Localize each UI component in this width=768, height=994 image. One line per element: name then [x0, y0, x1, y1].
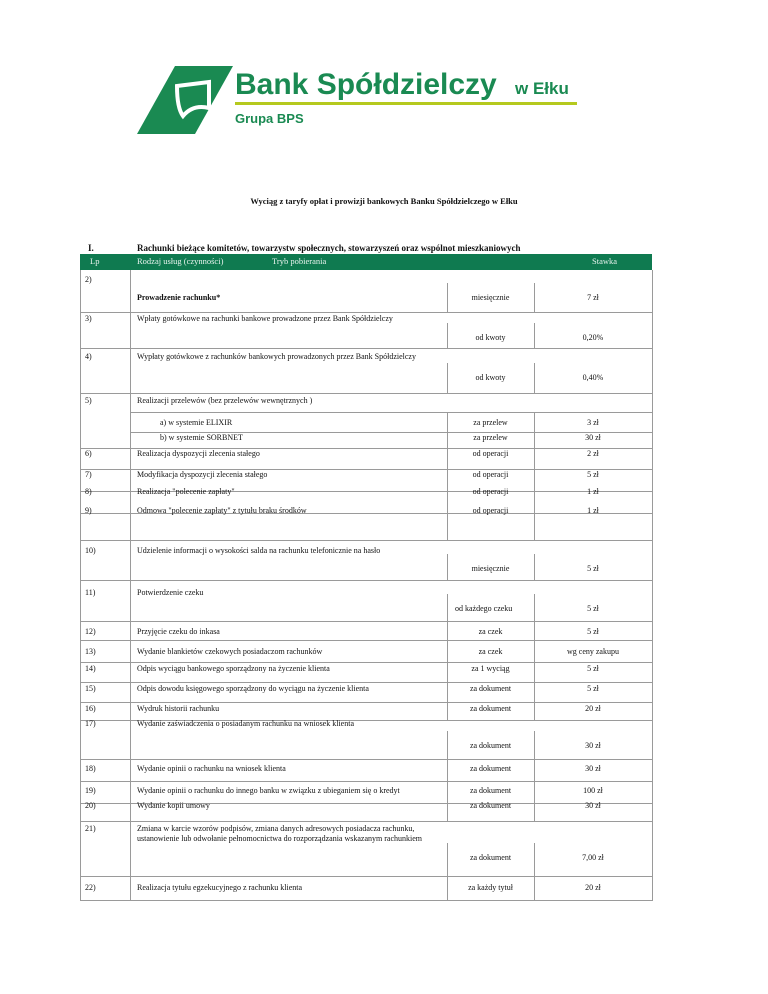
row-service: a) w systemie ELIXIR [160, 418, 233, 427]
row-mode: od każdego czeku [455, 604, 513, 613]
logo-group: Grupa BPS [235, 111, 304, 126]
row-rate: 5 zł [587, 627, 599, 636]
row-rate: 20 zł [585, 704, 601, 713]
row-service: Odpis dowodu księgowego sporządzony do wyciągu na życzenie klienta [137, 684, 369, 693]
row-service: Zmiana w karcie wzorów podpisów, zmiana danych adresowych posiadacza rachunku, ustanowienie lub odwołanie pełnomocnictwa do rozporządzania wskazanym rachunkiem [137, 824, 423, 843]
row-divider [80, 876, 652, 877]
row-rate: 100 zł [583, 786, 603, 795]
document-title: Wyciąg z taryfy opłat i prowizji bankowych Banku Spółdzielczego w Ełku [250, 196, 518, 206]
row-service: Odmowa "polecenie zapłaty" z tytułu braku środków [137, 506, 307, 515]
row-mode: miesięcznie [471, 564, 510, 573]
header-service: Rodzaj usług (czynności) [137, 256, 224, 266]
row-divider [80, 312, 652, 313]
row-rate: 5 zł [587, 470, 599, 479]
header-mode: Tryb pobierania [272, 256, 327, 266]
row-divider [80, 900, 653, 901]
row-rate: 5 zł [587, 564, 599, 573]
row-mode: za dokument [469, 786, 512, 795]
row-service: Wydanie opinii o rachunku do innego banku w związku z ubieganiem się o kredyt [137, 786, 400, 795]
row-divider [80, 540, 652, 541]
row-mode: od operacji [472, 487, 509, 496]
row-lp: 11) [85, 588, 96, 597]
row-lp: 13) [85, 647, 96, 656]
section-title: Rachunki bieżące komitetów, towarzystw społecznych, stowarzyszeń oraz wspólnot mieszkaniowych [137, 243, 521, 253]
row-lp: 17) [85, 719, 96, 728]
header-lp: Lp [90, 256, 100, 266]
row-lp: 6) [85, 449, 92, 458]
row-mode: za dokument [469, 853, 512, 862]
row-service: Wpłaty gotówkowe na rachunki bankowe prowadzone przez Bank Spółdzielczy [137, 314, 393, 323]
row-mode: za każdy tytuł [468, 883, 513, 892]
row-service: Wydanie opinii o rachunku na wniosek klienta [137, 764, 286, 773]
row-mode: za przelew [473, 418, 508, 427]
row-service: Realizacja "polecenie zapłaty" [137, 487, 235, 496]
row-lp: 21) [85, 824, 96, 833]
table-header [80, 254, 652, 270]
row-mode: od operacji [472, 470, 509, 479]
section-number: I. [88, 243, 94, 253]
row-rate: 5 zł [587, 604, 599, 613]
row-rate: 0,20% [582, 333, 604, 342]
row-rate: 0,40% [582, 373, 604, 382]
row-lp: 14) [85, 664, 96, 673]
row-lp: 12) [85, 627, 96, 636]
row-service: Realizacja tytułu egzekucyjnego z rachunku klienta [137, 883, 303, 892]
row-rate: 3 zł [587, 418, 599, 427]
row-lp: 5) [85, 396, 92, 405]
header-rate: Stawka [592, 256, 618, 266]
row-lp: 8) [85, 487, 92, 496]
row-divider [130, 412, 652, 413]
row-service: Realizacja dyspozycji zlecenia stałego [137, 449, 260, 458]
row-divider [80, 662, 652, 663]
row-divider [80, 580, 652, 581]
row-mode: miesięcznie [471, 293, 510, 302]
row-rate: 7 zł [587, 293, 599, 302]
row-rate: wg ceny zakupu [567, 647, 619, 656]
column-divider [447, 513, 448, 540]
row-lp: 20) [85, 801, 96, 810]
row-rate: 5 zł [587, 664, 599, 673]
row-divider [80, 348, 652, 349]
column-divider [534, 513, 535, 540]
row-mode: od operacji [472, 449, 509, 458]
column-divider [130, 270, 131, 900]
row-lp: 3) [85, 314, 92, 323]
row-lp: 4) [85, 352, 92, 361]
column-divider [80, 270, 81, 900]
row-mode: za dokument [469, 684, 512, 693]
row-mode: od operacji [472, 506, 509, 515]
row-service: Potwierdzenie czeku [137, 588, 204, 597]
row-mode: za dokument [469, 704, 512, 713]
row-divider [80, 781, 652, 782]
row-service: Modyfikacja dyspozycji zlecenia stałego [137, 470, 268, 479]
row-lp: 16) [85, 704, 96, 713]
row-divider [80, 821, 652, 822]
row-service: Udzielenie informacji o wysokości salda na rachunku telefonicznie na hasło [137, 546, 381, 555]
row-service: Wydanie zaświadczenia o posiadanym rachunku na wniosek klienta [137, 719, 354, 728]
row-divider [80, 621, 652, 622]
row-mode: od kwoty [475, 373, 506, 382]
row-lp: 10) [85, 546, 96, 555]
row-rate: 20 zł [585, 883, 601, 892]
row-service: b) w systemie SORBNET [160, 433, 243, 442]
row-rate: 5 zł [587, 684, 599, 693]
row-lp: 2) [85, 275, 92, 284]
row-rate: 1 zł [587, 506, 599, 515]
row-mode: za dokument [469, 764, 512, 773]
row-service: Przyjęcie czeku do inkasa [137, 627, 220, 636]
row-divider [80, 702, 652, 703]
column-divider [652, 270, 653, 900]
row-rate: 30 zł [585, 764, 601, 773]
logo-underline [235, 102, 577, 105]
row-divider [80, 682, 652, 683]
row-service: Wypłaty gotówkowe z rachunków bankowych prowadzonych przez Bank Spółdzielczy [137, 352, 416, 361]
row-lp: 22) [85, 883, 96, 892]
row-divider [80, 393, 652, 394]
row-rate: 7,00 zł [582, 853, 604, 862]
row-mode: za przelew [473, 433, 508, 442]
row-rate: 30 zł [585, 801, 601, 810]
row-service: Odpis wyciągu bankowego sporządzony na życzenie klienta [137, 664, 330, 673]
row-lp: 19) [85, 786, 96, 795]
row-divider [80, 759, 652, 760]
row-lp: 9) [85, 506, 92, 515]
row-service: Wydruk historii rachunku [137, 704, 220, 713]
row-rate: 30 zł [585, 741, 601, 750]
row-mode: za czek [478, 647, 503, 656]
row-lp: 7) [85, 470, 92, 479]
row-divider [80, 640, 652, 641]
row-lp: 15) [85, 684, 96, 693]
row-rate: 30 zł [585, 433, 601, 442]
row-service: Prowadzenie rachunku* [137, 293, 221, 302]
row-rate: 2 zł [587, 449, 599, 458]
row-lp: 18) [85, 764, 96, 773]
logo-brand: Bank Spółdzielczy [235, 68, 497, 101]
row-mode: za 1 wyciąg [471, 664, 510, 673]
row-mode: za dokument [469, 801, 512, 810]
row-rate: 1 zł [587, 487, 599, 496]
column-divider [447, 594, 448, 621]
row-mode: od kwoty [475, 333, 506, 342]
row-service: Wydanie blankietów czekowych posiadaczom rachunków [137, 647, 323, 656]
row-mode: za dokument [469, 741, 512, 750]
row-service: Realizacji przelewów (bez przelewów wewnętrznych ) [137, 396, 313, 405]
row-mode: za czek [478, 627, 503, 636]
row-service: Wydanie kopii umowy [137, 801, 210, 810]
bank-logo [137, 64, 589, 134]
logo-suffix: w Ełku [515, 79, 569, 98]
